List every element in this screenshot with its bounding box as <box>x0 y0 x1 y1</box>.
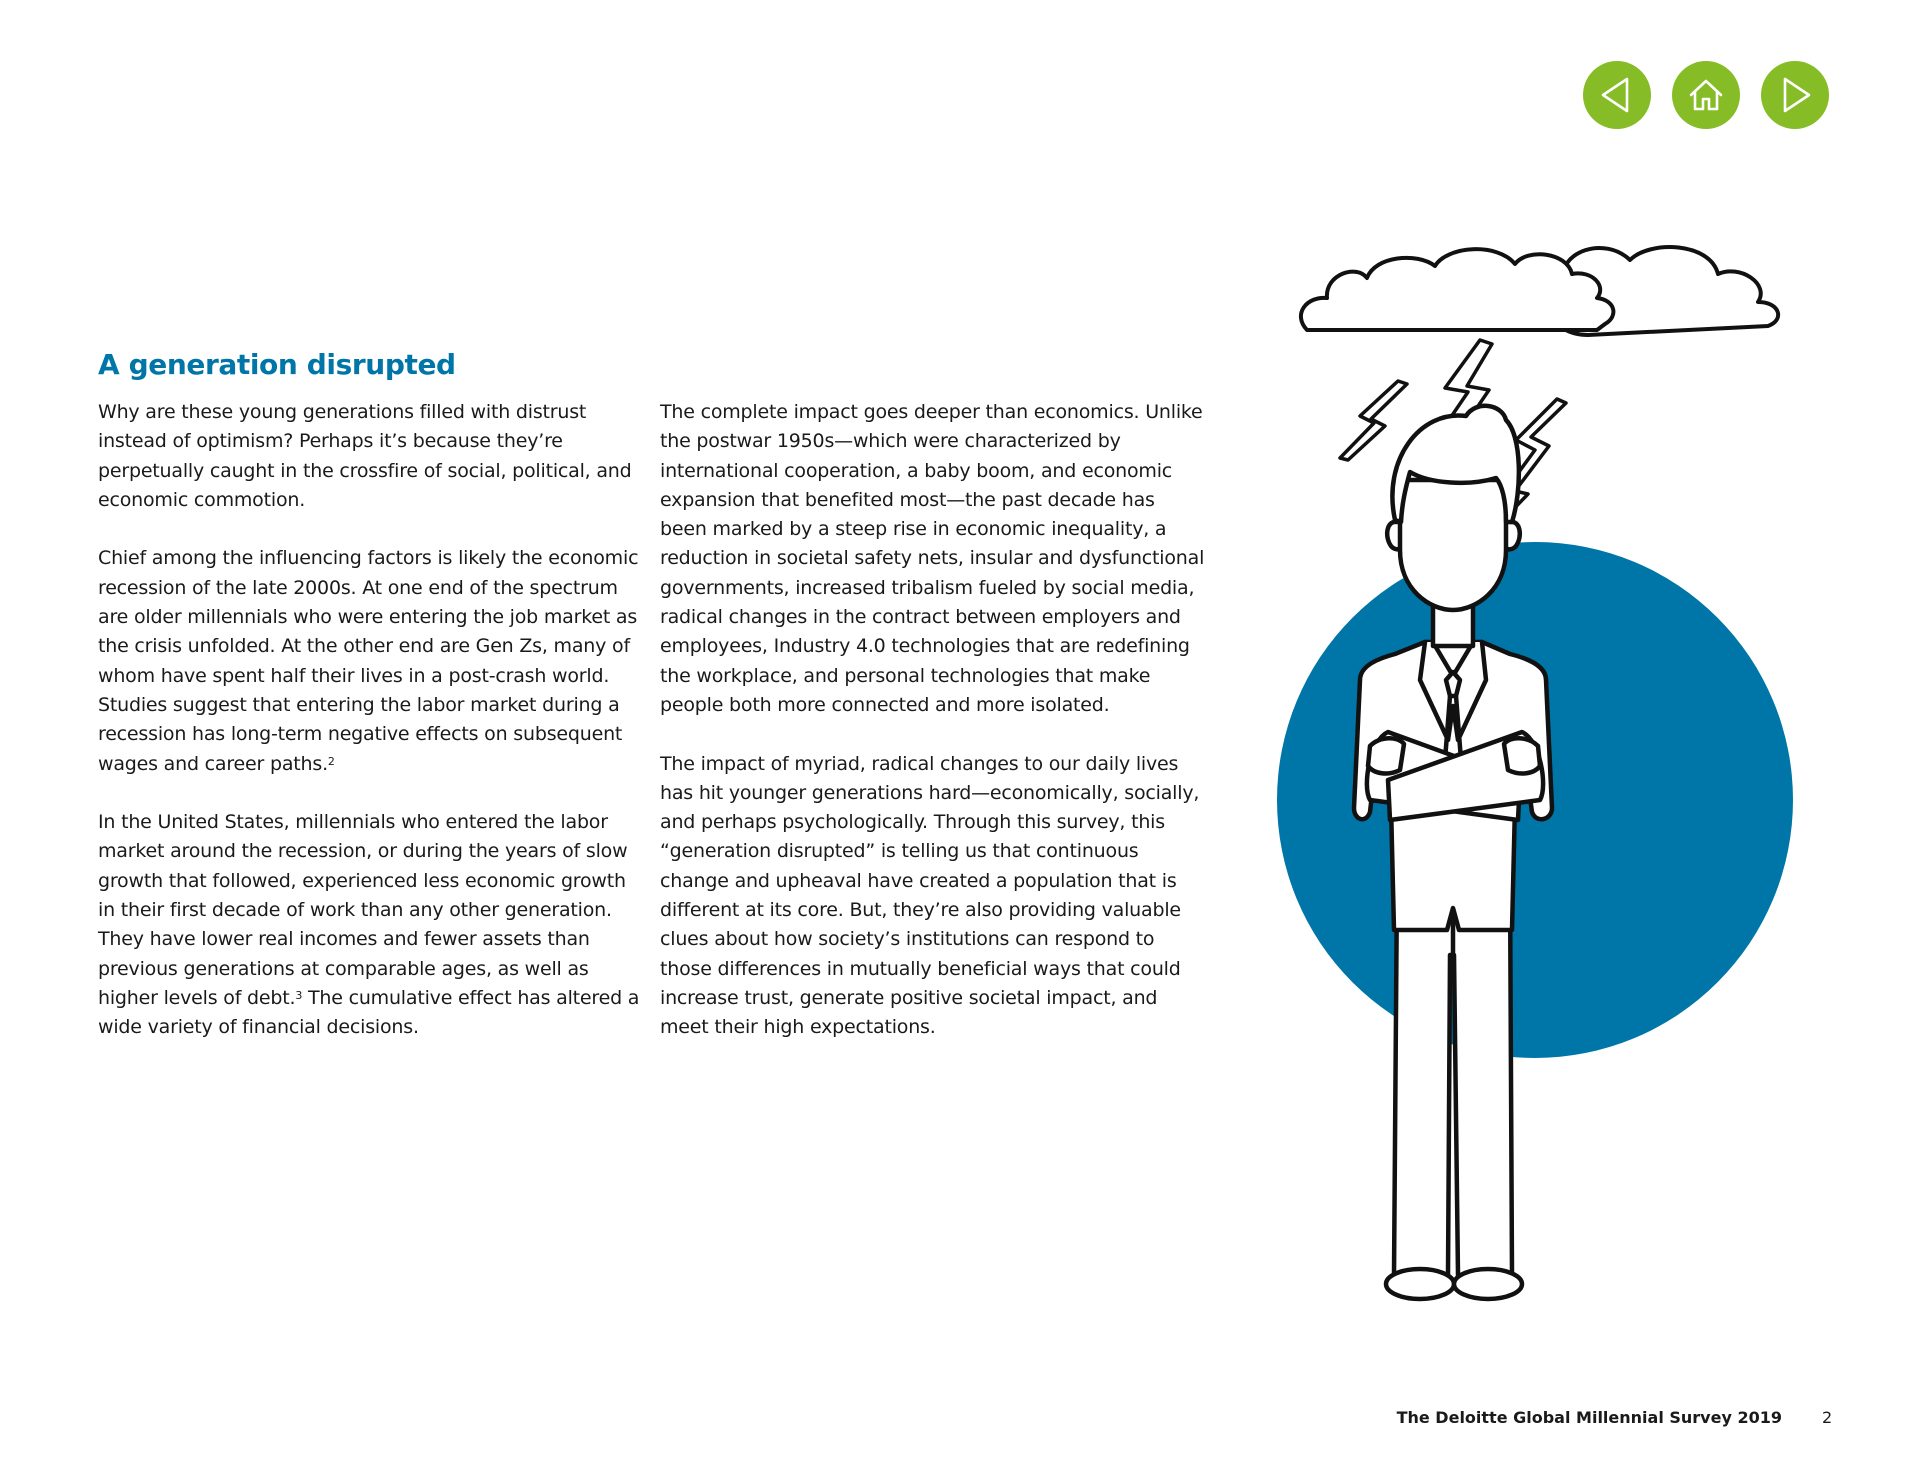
paragraph: The complete impact goes deeper than economics. Unlike the postwar 1950s—which were characterized by international cooperation, a baby boom, and economic expansion that benefited most—the past decade has been marked by a steep rise in economic inequality, a reduction in societal safety nets, insular and dysfunctional governments, increased tribalism fueled by social media, radical changes in the contract between employers and employees, Industry 4.0 technologies that are redefining the workplace, and personal technologies that make people both more connected and more isolated. <box>660 401 1205 716</box>
page-number: 2 <box>1822 1408 1833 1427</box>
navigation-bar <box>1583 61 1829 129</box>
home-icon <box>1685 74 1727 116</box>
paragraph: Why are these young generations filled with distrust instead of optimism? Perhaps it’s because they’re perpetually caught in the crossfire of social, political, and economic commotion. <box>98 401 632 511</box>
right-text-column <box>660 398 1205 1072</box>
previous-page-button[interactable] <box>1583 61 1651 129</box>
footnote-marker: 2 <box>327 754 335 768</box>
next-page-button[interactable] <box>1761 61 1829 129</box>
businessman-illustration <box>1270 240 1870 1320</box>
left-text-column <box>98 398 643 1072</box>
section-heading: A generation disrupted <box>98 348 456 381</box>
paragraph: Chief among the influencing factors is likely the economic recession of the late 2000s. At one end of the spectrum are older millennials who were entering the job market as the crisis unfolded. At the other end are Gen Zs, many of whom have spent half their lives in a post-crash world. Studies suggest that entering the labor market during a recession has long-term negative effects on subsequent wages and career paths.$^2$ <box>98 547 639 775</box>
home-button[interactable] <box>1672 61 1740 129</box>
footnote-marker: 3 <box>295 988 303 1002</box>
paragraph: In the United States, millennials who entered the labor market around the recession, or during the years of slow growth that followed, experienced less economic growth in their first decade of work than any other generation. They have lower real incomes and fewer assets than previous generations at comparable ages, as well as higher levels of debt.$^3$ The cumulative effect has altered a wide variety of financial decisions. <box>98 811 640 1039</box>
triangle-right-icon <box>1775 75 1815 115</box>
paragraph: The impact of myriad, radical changes to our daily lives has hit younger generations hard—economically, socially, and perhaps psychologically. Through this survey, this “generation disrupted” is telling us that continuous change and upheaval have created a population that is different at its core. But, they’re also providing valuable clues about how society’s institutions can respond to those differences in mutually beneficial ways that could increase trust, generate positive societal impact, and meet their high expectations. <box>660 752 1200 1039</box>
footer-title: The Deloitte Global Millennial Survey 2019 <box>1396 1408 1782 1427</box>
triangle-left-icon <box>1597 75 1637 115</box>
